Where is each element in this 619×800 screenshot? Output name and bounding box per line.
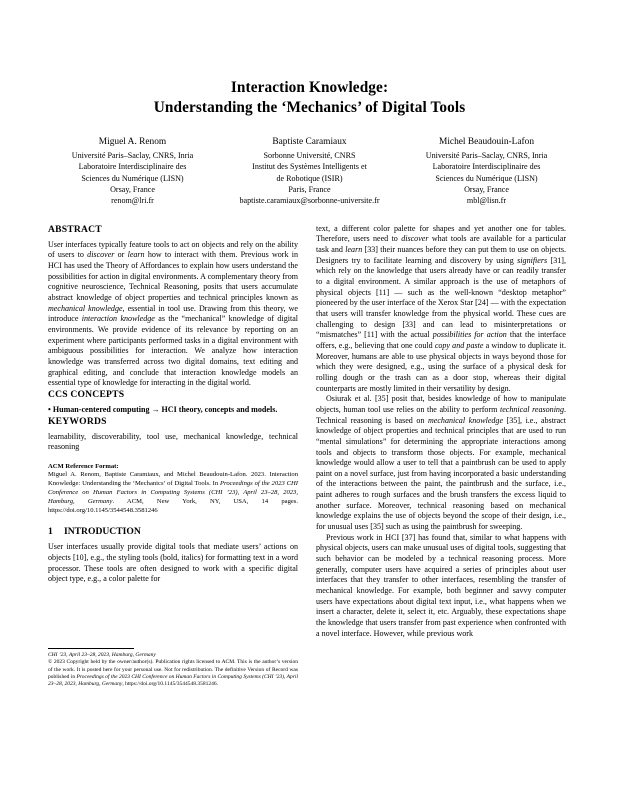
right2-em-mechanical-knowledge: mechanical knowledge — [427, 415, 504, 425]
left-column — [48, 224, 298, 640]
section-title: INTRODUCTION — [64, 526, 141, 538]
author-city: Orsay, France — [464, 184, 509, 194]
section-number: 1 — [48, 526, 53, 538]
body-columns — [0, 224, 619, 640]
abstract-text-a: User interfaces typically feature tools to act on objects and rely on the ability of users to — [48, 239, 298, 260]
author-affiliation: Sciences du Numérique (LISN) — [435, 173, 538, 183]
acm-reference-heading: ACM Reference Format: — [48, 463, 119, 471]
abstract-paragraph — [48, 240, 298, 389]
abstract-em-interaction-knowledge: interaction knowledge — [81, 314, 155, 324]
author-email: renom@lri.fr — [111, 196, 154, 206]
title-line-1: Interaction Knowledge: — [230, 79, 389, 96]
author-affiliation: Institut des Systèmes Intelligents et — [252, 162, 367, 172]
author-affiliation: Sciences du Numérique (LISN) — [81, 173, 184, 183]
footnote-proceedings: Proceedings of the 2023 CHI Conference on Human Factors in Computing Systems (CHI ’23), April 23–28, 2023, Hamburg, Germany — [48, 674, 298, 688]
author-column-3 — [398, 136, 575, 207]
abstract-em-mechanical-knowledge: mechanical knowledge — [48, 303, 123, 313]
right2-text-b: . Technical reasoning is based on — [316, 404, 566, 425]
ccs-concepts — [48, 405, 298, 416]
right-text-e: that the interface offers, e.g., believing that one could — [316, 330, 567, 350]
reference-proceedings: Proceedings of the 2023 CHI Conference on Human Factors in Computing Systems (CHI ’23), April 23–28, 2023, Hamburg, Germany — [48, 479, 298, 505]
footnote-venue: CHI ’23, April 23–28, 2023, Hamburg, Germany — [48, 652, 156, 658]
footnote-text-1: © 2023 Copyright held by the owner/author(s). Publication rights licensed to ACM. This is the author’s version of the work. It is posted here for your personal use. Not for redistribution. The definitive Version of Record was published in — [48, 659, 298, 681]
right-em-copy-paste: copy and paste — [434, 340, 484, 350]
author-affiliation: Université Paris–Saclay, CNRS, Inria — [425, 150, 548, 160]
author-name: Baptiste Caramiaux — [272, 137, 347, 147]
right-em-possibilities: possibilities for action — [432, 330, 507, 340]
right-column — [316, 224, 566, 640]
author-column-2 — [221, 136, 398, 207]
footnote-copyright — [48, 659, 298, 688]
paper-title — [0, 0, 619, 118]
abstract-text-e: as the “mechanical” knowledge of digital environments. We provide evidence of its relevance by reporting on an experiment where participants performed tasks in a digital environment with ambiguous possibilities for interaction. We analyze how interaction knowledge was transferred across two digital domains, text editing and graphical editing, and conclude that interaction knowledge models an essential type of knowledge for interacting in the digital world. — [48, 314, 298, 388]
reference-part-a: Miguel A. Renom, Baptiste Caramiaux, and Michel Beaudouin-Lafon. 2023. Interaction Knowledge: Understanding the ‘Mechanics’ of Digital Tools. In — [48, 471, 298, 487]
abstract-text-c: how to interact with them. Previous work in HCI has used the Theory of Affordances to explain how users understand the possibilities for action in digital environments. A complementary theory from cognitive neuroscience, Technical Reasoning, posits that users accumulate abstract knowledge of object properties and technical principles known as — [48, 250, 298, 303]
keywords-text: learnability, discoverability, tool use, mechanical knowledge, technical reasoning — [48, 431, 298, 452]
footnote-rule — [48, 648, 134, 649]
author-affiliation: Sorbonne Université, CNRS — [263, 150, 356, 160]
right-text-c: [33] their nuances before they can put them to use on objects. Designers try to facilitate learning and discovery by using — [316, 245, 566, 265]
author-affiliation: Laboratoire Interdisciplinaire des — [432, 162, 541, 172]
footnote-text-2: , https://doi.org/10.1145/3544548.3581246. — [122, 681, 219, 688]
ccs-bullet-icon: • — [48, 404, 53, 414]
right-text-d: [31], which rely on the knowledge that users already have or can readily transfer to a digital environment. A similar approach is the use of metaphors of physical objects [11] — such as the well-known “desktop metaphor” pioneered by the user interface of the Xerox Star [24] — with the expectation that users will transfer knowledge from the physical world. These cues are challenging to design [33] and can lead to misinterpretations or “mismatches” [11] with the actual — [316, 255, 566, 340]
copyright-footnote — [48, 648, 298, 689]
title-line-2: Understanding the ‘Mechanics’ of Digital Tools — [153, 99, 466, 116]
abstract-em-learn: learn — [127, 250, 145, 260]
ccs-heading: CCS CONCEPTS — [48, 388, 125, 400]
author-name: Michel Beaudouin-Lafon — [438, 137, 535, 147]
introduction-heading — [48, 526, 298, 538]
right-paragraph-3: Previous work in HCI [37] has found that, similar to what happens with physical objects, users can make unusual uses of digital tools, suggesting that such behavior can be modeled by a technical reasoning process. More generally, computer users have acquired a series of principles about user interfaces that they transfer to other interfaces, resembling the transfer of mechanical knowledge. For example, both beginner and savvy computer users have expectations about digital text input, i.e., what happens when we insert a character, delete it, select it, etc. Arguably, these expectations shape the knowledge that users transfer from past experience when confronted with a novel interface. However, while previous work — [316, 532, 566, 638]
acm-reference-text — [48, 471, 298, 515]
introduction-paragraph: User interfaces usually provide digital tools that mediate users’ actions on objects [10], e.g., the styling tools (bold, italics) for formatting text in a word processor. These tools are often designed to work with a specific digital object type, e.g., a color palette for — [48, 542, 298, 584]
author-email: baptiste.caramiaux@sorbonne-universite.fr — [239, 196, 380, 206]
author-city: Orsay, France — [110, 184, 155, 194]
right-text-a: text, a different color palette for shapes and yet another one for tables. Therefore, users need to — [316, 223, 566, 244]
abstract-text-d: , essential in tool use. Drawing from this theory, we introduce — [48, 303, 298, 324]
right-paragraph-1 — [316, 224, 566, 395]
author-affiliation: Laboratoire Interdisciplinaire des — [78, 162, 187, 172]
author-affiliation: de Robotique (ISIR) — [276, 173, 343, 183]
ccs-period: . — [275, 404, 278, 414]
author-name: Miguel A. Renom — [98, 137, 167, 147]
abstract-em-discover: discover — [87, 250, 115, 260]
reference-part-b: . ACM, New York, NY, USA, 14 pages. https://doi.org/10.1145/3544548.3581246 — [48, 497, 299, 514]
right-em-signifiers: signifiers — [517, 255, 548, 265]
author-email: mbl@lisn.fr — [466, 196, 507, 206]
author-city: Paris, France — [288, 184, 331, 194]
right-text-b: what tools are available for a particular task and — [316, 234, 566, 255]
right-paragraph-2 — [316, 394, 566, 533]
right-em-discover: discover — [401, 234, 429, 244]
right-em-learn: learn — [345, 245, 363, 255]
author-column-1 — [44, 136, 221, 207]
abstract-text-b: or — [114, 250, 128, 260]
keywords-heading: KEYWORDS — [48, 415, 107, 427]
right2-text-c: [35], i.e., abstract knowledge of object properties and technical principles that are used to run “mental simulations” for determining the appropriate interactions among tools and objects to transform those objects. For example, mechanical knowledge would allow a user to tell that a paintbrush can be used to apply paint on a novel surface, just from having incorporated a basic understanding of the interactions between the paint, the paintbrush and the surface, i.e., paint adheres to rough surfaces and the brush transfers the excess liquid to another surface. Moreover, technical reasoning based on mechanical knowledge explains the use of objects beyond the scope of their design, i.e., for unusual uses [35] such as using the paintbrush for sweeping. — [316, 415, 566, 532]
ccs-text: Human-centered computing → HCI theory, concepts and models — [52, 404, 276, 414]
abstract-heading: ABSTRACT — [48, 223, 102, 235]
right2-text-a: Osiurak et al. [35] posit that, besides knowledge of how to manipulate objects, human tool use relies on the ability to perform — [316, 394, 566, 414]
author-block — [44, 136, 575, 207]
author-affiliation: Université Paris–Saclay, CNRS, Inria — [71, 150, 194, 160]
right2-em-technical-reasoning: technical reasoning — [500, 404, 564, 414]
right-text-f: a window to duplicate it. Moreover, humans are able to use physical objects in ways beyond those for which they were designed, e.g., using the surface of a physical desk for rolling dough or the trash can as a door stop, whereas their digital counterparts are mostly limited in their versatility by design. — [316, 340, 566, 393]
